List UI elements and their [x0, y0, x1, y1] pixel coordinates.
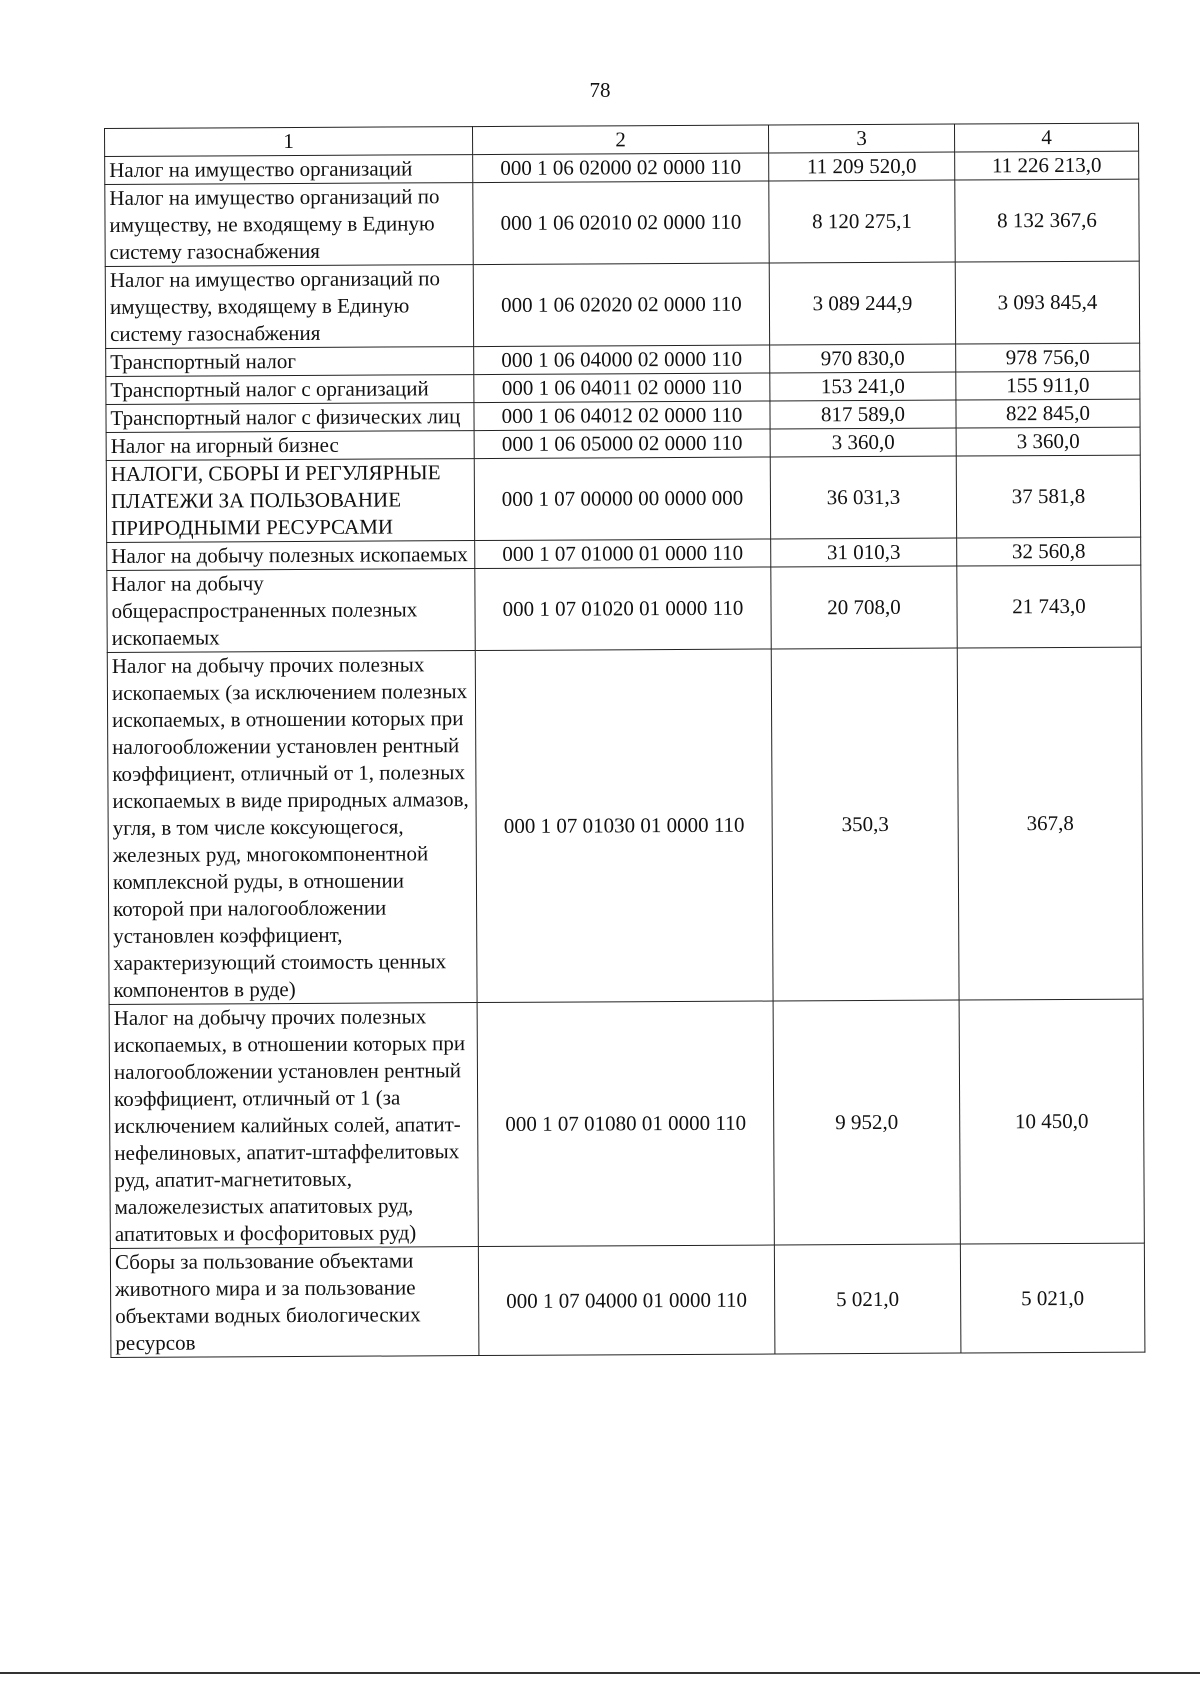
row-name: Сборы за пользование объектами животного мира и за пользование объектами водных биологических ресурсов [110, 1247, 479, 1358]
row-value-3: 5 021,0 [774, 1244, 961, 1354]
row-name: Налог на добычу прочих полезных ископаемых (за исключением полезных ископаемых, в отношении которых при налогообложении установлен рентный коэффициент, отличный от 1, полезных ископаемых в виде природных алмазов, угля, в том числе коксующегося, железных руд, многокомпонентной комплексной руды, в отношении которой при налогообложении установлен коэффициент, характеризующий стоимость ценных компонентов в руде) [107, 651, 477, 1005]
page-number: 78 [589, 78, 611, 102]
row-name: Налог на имущество организаций по имуществу, не входящему в Единую систему газоснабжения [105, 183, 473, 267]
row-code: 000 1 06 02020 02 0000 110 [473, 263, 769, 347]
bottom-divider [0, 1672, 1200, 1674]
row-value-4: 5 021,0 [960, 1243, 1145, 1353]
table-row [105, 261, 1139, 348]
row-value-4: 37 581,8 [956, 455, 1140, 538]
row-code: 000 1 07 01000 01 0000 110 [475, 539, 771, 569]
row-name: Транспортный налог с физических лиц [106, 403, 474, 433]
row-code: 000 1 07 01080 01 0000 110 [477, 1001, 774, 1247]
row-code: 000 1 07 01020 01 0000 110 [475, 567, 771, 651]
row-value-3: 3 089 244,9 [769, 262, 955, 345]
row-code: 000 1 06 04000 02 0000 110 [474, 345, 770, 375]
table-row [107, 647, 1143, 1004]
row-value-4: 21 743,0 [957, 565, 1141, 648]
row-value-4: 10 450,0 [959, 999, 1144, 1244]
row-name: Налог на имущество организаций по имуществу, входящему в Единую систему газоснабжения [105, 265, 473, 349]
table-row [109, 999, 1144, 1248]
row-code: 000 1 06 04011 02 0000 110 [474, 373, 770, 403]
row-value-4: 3 360,0 [956, 427, 1140, 456]
row-name: Транспортный налог с организаций [106, 375, 474, 405]
row-value-3: 9 952,0 [773, 1000, 960, 1245]
row-value-3: 8 120 275,1 [769, 180, 955, 263]
row-value-4: 11 226 213,0 [955, 151, 1139, 180]
row-name: Налог на добычу полезных ископаемых [107, 541, 475, 571]
row-code: 000 1 06 05000 02 0000 110 [474, 429, 770, 459]
row-name: Налог на добычу прочих полезных ископаемых, в отношении которых при налогообложении установлен рентный коэффициент, отличный от 1 (за исключением калийных солей, апатит-нефелиновых, апатит-штаффелитовых руд, апатит-магнетитовых, маложелезистых апатитовых руд, апатитовых и фосфоритовых руд) [109, 1003, 478, 1249]
row-code: 000 1 06 04012 02 0000 110 [474, 401, 770, 431]
row-name: НАЛОГИ, СБОРЫ И РЕГУЛЯРНЫЕ ПЛАТЕЖИ ЗА ПОЛЬЗОВАНИЕ ПРИРОДНЫМИ РЕСУРСАМИ [106, 459, 474, 543]
row-value-3: 36 031,3 [770, 456, 956, 539]
row-value-3: 350,3 [771, 648, 959, 1001]
revenue-table [104, 123, 1145, 1358]
table-row [105, 179, 1139, 266]
row-value-4: 822 845,0 [956, 399, 1140, 428]
table-row [107, 565, 1141, 652]
row-value-3: 31 010,3 [771, 538, 957, 567]
row-code: 000 1 07 00000 00 0000 000 [474, 457, 770, 541]
row-value-4: 3 093 845,4 [955, 261, 1139, 344]
row-value-4: 978 756,0 [956, 343, 1140, 372]
table-row [106, 455, 1140, 542]
row-code: 000 1 07 01030 01 0000 110 [475, 649, 773, 1003]
row-name: Налог на игорный бизнес [106, 431, 474, 461]
column-header-4: 4 [954, 123, 1138, 152]
row-code: 000 1 06 02010 02 0000 110 [473, 181, 769, 265]
table-row [110, 1243, 1145, 1357]
row-value-4: 32 560,8 [957, 537, 1141, 566]
row-value-4: 367,8 [957, 647, 1143, 1000]
column-header-1: 1 [105, 127, 473, 157]
row-value-3: 11 209 520,0 [769, 152, 955, 181]
row-code: 000 1 07 04000 01 0000 110 [478, 1245, 775, 1356]
column-header-3: 3 [768, 124, 954, 153]
row-value-4: 8 132 367,6 [955, 179, 1139, 262]
row-value-3: 970 830,0 [770, 344, 956, 373]
column-header-2: 2 [472, 125, 768, 155]
row-value-3: 20 708,0 [771, 566, 957, 649]
row-code: 000 1 06 02000 02 0000 110 [473, 153, 769, 183]
row-name: Транспортный налог [106, 347, 474, 377]
row-value-3: 153 241,0 [770, 372, 956, 401]
row-value-3: 817 589,0 [770, 400, 956, 429]
row-value-4: 155 911,0 [956, 371, 1140, 400]
row-name: Налог на добычу общераспространенных полезных ископаемых [107, 569, 475, 653]
row-name: Налог на имущество организаций [105, 155, 473, 185]
row-value-3: 3 360,0 [770, 428, 956, 457]
